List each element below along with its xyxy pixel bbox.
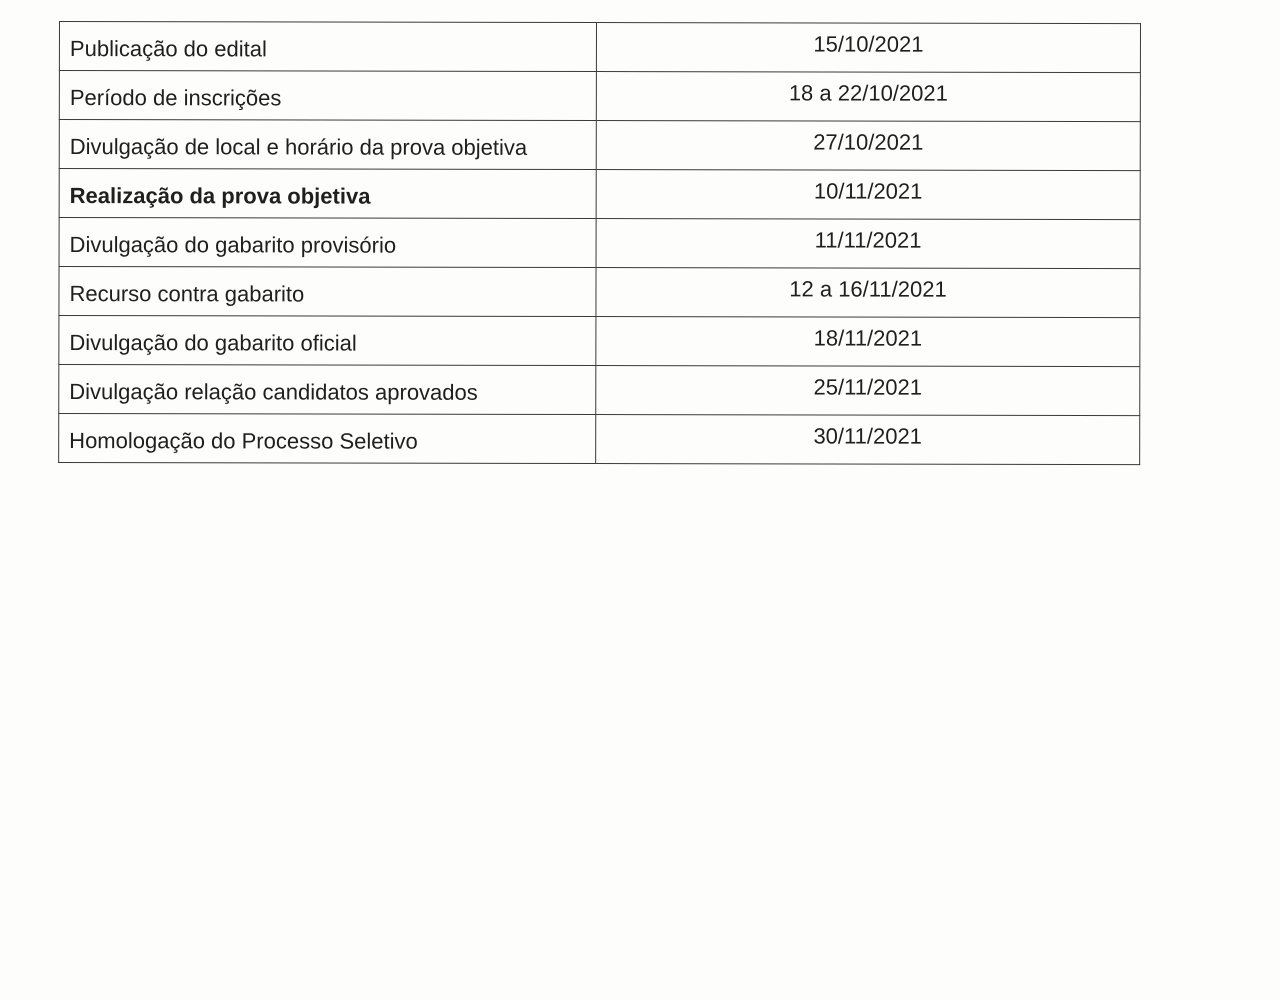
schedule-table-body bbox=[59, 22, 1141, 465]
date-cell: 15/10/2021 bbox=[596, 23, 1140, 73]
event-cell: Recurso contra gabarito bbox=[59, 267, 596, 317]
event-cell: Divulgação do gabarito provisório bbox=[59, 218, 596, 268]
table-row bbox=[59, 71, 1140, 122]
table-row bbox=[59, 22, 1140, 73]
date-cell: 18/11/2021 bbox=[596, 317, 1140, 367]
table-row bbox=[59, 316, 1140, 367]
table-row bbox=[59, 267, 1140, 318]
event-cell: Período de inscrições bbox=[59, 71, 596, 121]
date-cell: 27/10/2021 bbox=[596, 121, 1140, 171]
event-cell: Realização da prova objetiva bbox=[59, 169, 596, 219]
schedule-table bbox=[58, 21, 1141, 465]
table-row bbox=[59, 169, 1140, 220]
table-row bbox=[59, 120, 1140, 171]
event-cell: Divulgação de local e horário da prova objetiva bbox=[59, 120, 596, 170]
table-row bbox=[59, 218, 1140, 269]
date-cell: 12 a 16/11/2021 bbox=[596, 268, 1140, 318]
date-cell: 30/11/2021 bbox=[596, 415, 1140, 465]
date-cell: 11/11/2021 bbox=[596, 219, 1140, 269]
event-cell: Divulgação relação candidatos aprovados bbox=[59, 365, 596, 415]
date-cell: 18 a 22/10/2021 bbox=[596, 72, 1140, 122]
date-cell: 25/11/2021 bbox=[596, 366, 1140, 416]
event-cell: Publicação do edital bbox=[59, 22, 596, 72]
event-cell: Divulgação do gabarito oficial bbox=[59, 316, 596, 366]
date-cell: 10/11/2021 bbox=[596, 170, 1140, 220]
event-cell: Homologação do Processo Seletivo bbox=[59, 414, 596, 464]
table-row bbox=[59, 365, 1140, 416]
table-row bbox=[59, 414, 1140, 465]
